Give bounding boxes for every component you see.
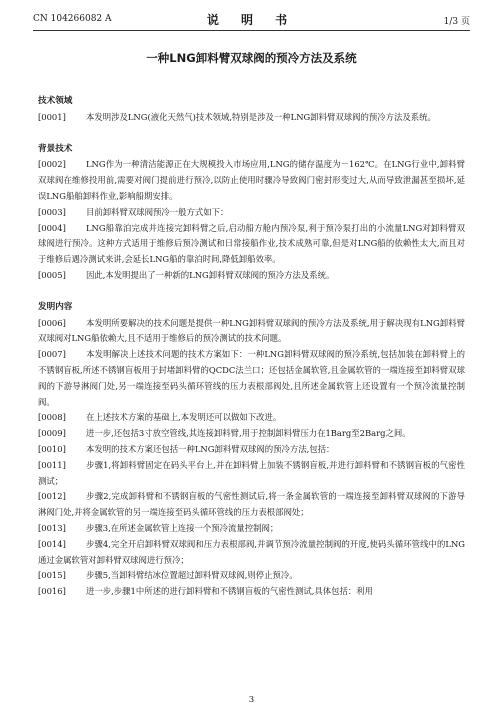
paragraph: [38, 316, 465, 348]
paragraph: [38, 521, 465, 537]
section-heading: 背景技术: [38, 143, 73, 154]
paragraph-number: [0012]: [38, 491, 66, 502]
paragraph: [38, 568, 465, 584]
paragraph-text: 进一步,步骤1中所述的进行卸料臂和不锈钢盲板的气密性测试,具体包括：利用: [86, 586, 374, 597]
paragraph-number: [0002]: [38, 159, 66, 170]
paragraph: [38, 221, 465, 268]
paragraph-text: 步骤2,完成卸料臂和不锈钢盲板的气密性测试后,将一条金属软管的一端连接至卸料臂双球阀的下游导淋阀门处,并将金属软管的另一端连接至码头循环管线的压力表根部阀处；: [38, 491, 465, 518]
paragraph-text: 目前卸料臂双球阀预冷一般方式如下：: [86, 206, 229, 217]
paragraph: [38, 110, 465, 126]
paragraph: [38, 347, 465, 410]
paragraph-text: 步骤1,将卸料臂固定在码头平台上,并在卸料臂上加装不锈钢盲板,并进行卸料臂和不锈钢盲板的气密性测试；: [38, 459, 465, 486]
paragraph-number: [0007]: [38, 349, 66, 360]
paragraph-number: [0016]: [38, 586, 66, 597]
paragraph: [38, 426, 465, 442]
header-rule: [33, 30, 470, 31]
paragraph-text: 本发明涉及LNG(液化天然气)技术领域,特别是涉及一种LNG卸料臂双球阀的预冷方法及系统。: [86, 111, 436, 122]
paragraph-number: [0014]: [38, 538, 66, 549]
paragraph-text: 步骤3,在所述金属软管上连接一个预冷流量控制阀；: [86, 522, 279, 533]
paragraph-text: 步骤5,当卸料臂结冰位置超过卸料臂双球阀,则停止预冷。: [86, 570, 298, 581]
paragraph: [38, 584, 465, 600]
paragraph-text: LNG作为一种清洁能源正在大规模投入市场应用,LNG的储存温度为－162℃。在LNG行业中,卸料臂双球阀在维修投用前,需要对阀门提前进行预冷,以防止使用时骤冷导致阀门密封形变过大,从而导致泄漏甚至损坏,延误LNG船舶卸料作业,影响船期安排。: [38, 159, 465, 201]
paragraph-number: [0003]: [38, 206, 66, 217]
page-header: [33, 11, 470, 29]
paragraph-text: 本发明的技术方案还包括一种LNG卸料臂双球阀的预冷方法,包括：: [86, 443, 335, 454]
paragraph: [38, 537, 465, 569]
document-body: [38, 94, 465, 600]
paragraph-number: [0004]: [38, 222, 66, 233]
paragraph-text: 因此,本发明提出了一种新的LNG卸料臂双球阀的预冷方法及系统。: [86, 269, 335, 280]
paragraph-number: [0006]: [38, 317, 66, 328]
paragraph-text: 在上述技术方案的基础上,本发明还可以做如下改进。: [86, 412, 282, 423]
paragraph-number: [0005]: [38, 269, 66, 280]
paragraph: [38, 458, 465, 490]
paragraph-text: LNG船靠泊完成并连接完卸料臂之后,启动船方舱内预冷泵,利于预冷泵打出的小流量LNG对卸料臂双球阀进行预冷。这种方式适用于维修后预冷测试和日常接船作业,技术成熟可靠,但是对LNG船的依赖性太大,而且对于维修后遇冷测试来讲,会延长LNG船的靠泊时间,降低卸船效率。: [38, 222, 465, 265]
paragraph: [38, 268, 465, 284]
page-number: 3: [248, 695, 255, 705]
paragraph-number: [0008]: [38, 412, 66, 423]
paragraph-number: [0011]: [38, 459, 66, 470]
paragraph-text: 本发明所要解决的技术问题是提供一种LNG卸料臂双球阀的预冷方法及系统,用于解决现有LNG卸料臂双球阀对LNG船依赖大,且不适用于维修后的预冷测试的技术问题。: [38, 317, 465, 344]
paragraph: [38, 489, 465, 521]
document-type: 说 明 书: [206, 13, 297, 27]
paragraph-number: [0009]: [38, 428, 66, 439]
paragraph: [38, 442, 465, 458]
paragraph-number: [0013]: [38, 522, 66, 533]
section-gap: [38, 126, 465, 142]
section-gap: [38, 284, 465, 300]
paragraph-text: 进一步,还包括3寸放空管线,其连接卸料臂,用于控制卸料臂压力在1Barg至2Barg之间。: [86, 428, 411, 439]
paragraph-text: 本发明解决上述技术问题的技术方案如下：一种LNG卸料臂双球阀的预冷系统,包括加装在卸料臂上的不锈钢盲板,所述不锈钢盲板用于封堵卸料臂的QCDC法兰口；还包括金属软管,且金属软管的一端连接至卸料臂双球阀的下游导淋阀门处,另一端连接至码头循环管线的压力表根部阀处,且所述金属软管上还设置有一个预冷流量控制阀。: [38, 349, 465, 407]
document-title: 一种LNG卸料臂双球阀的预冷方法及系统: [146, 51, 357, 65]
paragraph: [38, 410, 465, 426]
paragraph: [38, 205, 465, 221]
paragraph-number: [0001]: [38, 111, 66, 122]
section-heading: 发明内容: [38, 301, 73, 312]
page-indicator: 1/3 页: [443, 17, 470, 27]
paragraph-number: [0010]: [38, 443, 66, 454]
paragraph-text: 步骤4,完全开启卸料臂双球阀和压力表根部阀,并调节预冷流量控制阀的开度,使码头循环管线中的LNG通过金属软管对卸料臂双球阀进行预冷；: [38, 538, 465, 565]
paragraph: [38, 157, 465, 204]
section-heading: 技术领域: [38, 96, 73, 106]
paragraph-number: [0015]: [38, 570, 66, 581]
patent-number: CN 104266082 A: [33, 14, 112, 24]
